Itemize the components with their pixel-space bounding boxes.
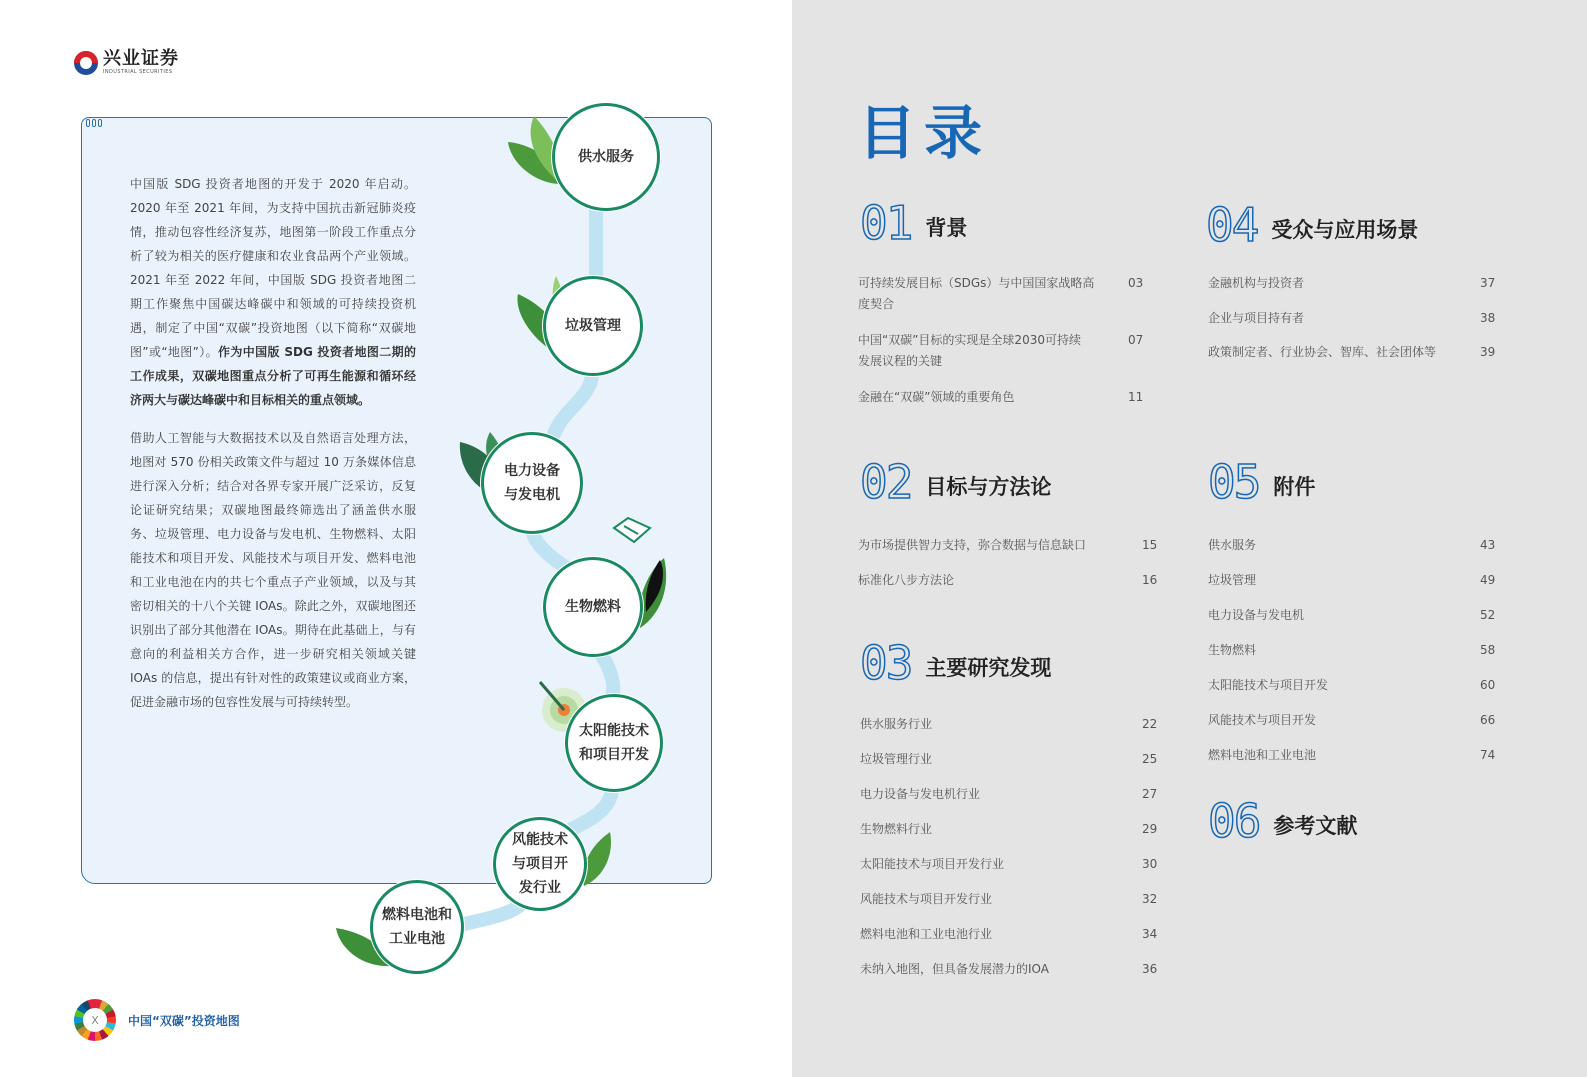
section-number: 02 <box>860 455 912 509</box>
toc-section-06[interactable] <box>1208 794 1358 848</box>
section-number: 06 <box>1208 794 1260 848</box>
toc-title: 目录 <box>858 99 991 167</box>
toc-section-05[interactable] <box>1208 455 1316 509</box>
entry-label: 未纳入地图，但具备发展潜力的IOA <box>860 962 1049 976</box>
entry-page: 39 <box>1480 345 1496 359</box>
roadmap-node-biofuel <box>543 557 643 657</box>
toc-entry[interactable] <box>1208 745 1508 766</box>
page-footer <box>74 999 240 1041</box>
toc-entry[interactable] <box>860 854 1160 875</box>
roadmap-node-waste <box>543 276 643 376</box>
logo-name-cn: 兴业证券 <box>103 48 179 69</box>
intro-paragraph-1-bold: 作为中国版 SDG 投资者地图二期的工作成果，双碳地图重点分析了可再生能源和循环经济两大与碳达峰碳中和目标相关的重点领域。 <box>130 345 417 407</box>
entry-label: 发展议程的关键 <box>858 354 943 368</box>
logo-name-en: INDUSTRIAL SECURITIES <box>103 69 173 75</box>
node-label: 风能技术 <box>512 832 568 848</box>
entry-page: 11 <box>1128 390 1144 404</box>
section-number: 03 <box>860 636 912 690</box>
entry-page: 60 <box>1480 678 1496 692</box>
node-label: 太阳能技术 <box>579 723 649 739</box>
entry-label: 企业与项目持有者 <box>1208 311 1305 325</box>
toc-entry[interactable] <box>858 387 1148 408</box>
intro-paragraph-1-normal: 中国版 SDG 投资者地图的开发于 2020 年启动。2020 年至 2021 年间，为支持中国抗击新冠肺炎疫情，推动包容性经济复苏，地图第一阶段工作重点分析了较为相关的医疗健康和农业食品两个产业领域。2021 年至 2022 年间，中国版 SDG 投资者地图二期工作聚焦中国碳达峰碳中和领域的可持续投资机遇，制定了中国“双碳”投资地图（以下简称“双碳地图”或“地图”）。 <box>130 177 416 359</box>
entry-label: 金融在“双碳”领域的重要角色 <box>858 390 1015 404</box>
toc-entry[interactable] <box>1208 640 1508 661</box>
entry-page: 27 <box>1142 787 1158 801</box>
entry-label: 供水服务 <box>1208 538 1257 552</box>
toc-section-02[interactable] <box>860 455 1052 509</box>
entry-label: 政策制定者、行业协会、智库、社会团体等 <box>1208 345 1437 359</box>
entry-page: 58 <box>1480 643 1496 657</box>
node-label: 发行业 <box>519 880 561 896</box>
toc-entry[interactable] <box>860 749 1160 770</box>
entry-page: 29 <box>1142 822 1158 836</box>
section-number: 04 <box>1206 198 1258 252</box>
entry-page: 49 <box>1480 573 1496 587</box>
section-number: 05 <box>1208 455 1260 509</box>
entry-label: 度契合 <box>858 297 895 311</box>
handshake-icon <box>610 514 654 548</box>
section-title: 受众与应用场景 <box>1271 218 1419 242</box>
toc-section-04[interactable] <box>1206 198 1419 252</box>
toc-entry[interactable] <box>858 330 1148 372</box>
toc-entry[interactable] <box>1208 535 1508 556</box>
entry-page: 34 <box>1142 927 1158 941</box>
entry-page: 07 <box>1128 333 1144 347</box>
toc-entry[interactable] <box>1208 273 1508 294</box>
entry-label: 电力设备与发电机行业 <box>860 787 981 801</box>
entry-label: 生物燃料行业 <box>860 822 933 836</box>
toc-entry[interactable] <box>860 784 1160 805</box>
toc-entry[interactable] <box>860 924 1160 945</box>
node-label: 与项目开 <box>512 856 568 872</box>
toc-entry[interactable] <box>860 889 1160 910</box>
roadmap-node-water <box>552 103 660 211</box>
entry-label: 太阳能技术与项目开发行业 <box>860 857 1005 871</box>
node-label: 电力设备 <box>504 463 560 479</box>
toc-entry[interactable] <box>1208 605 1508 626</box>
entry-page: 52 <box>1480 608 1496 622</box>
node-label: 和项目开发 <box>579 747 649 763</box>
toc-entry[interactable] <box>1208 570 1508 591</box>
entry-label: 标准化八步方法论 <box>858 573 955 587</box>
entry-label: 太阳能技术与项目开发 <box>1208 678 1329 692</box>
entry-label: 电力设备与发电机 <box>1208 608 1305 622</box>
section-title: 附件 <box>1273 475 1316 499</box>
toc-entry[interactable] <box>1208 675 1508 696</box>
entry-label: 风能技术与项目开发 <box>1208 713 1317 727</box>
toc-entry[interactable] <box>860 714 1160 735</box>
toc-entry[interactable] <box>858 273 1148 315</box>
entry-label: 可持续发展目标（SDGs）与中国国家战略高 <box>858 276 1095 290</box>
roadmap-node-solar <box>565 694 663 792</box>
entry-label: 中国“双碳”目标的实现是全球2030可持续 <box>858 333 1081 347</box>
left-page <box>0 0 792 1077</box>
node-label: 燃料电池和 <box>382 907 452 923</box>
section-title: 主要研究发现 <box>925 656 1052 680</box>
entry-page: 37 <box>1480 276 1496 290</box>
section-title: 背景 <box>925 216 968 240</box>
entry-page: 25 <box>1142 752 1158 766</box>
node-label: 与发电机 <box>504 487 560 503</box>
entry-label: 金融机构与投资者 <box>1208 276 1305 290</box>
roadmap-node-fuelcell <box>370 880 464 974</box>
entry-label: 生物燃料 <box>1208 643 1257 657</box>
entry-label: 供水服务行业 <box>860 717 933 731</box>
entry-page: 22 <box>1142 717 1158 731</box>
entry-label: 垃圾管理行业 <box>860 752 933 766</box>
footer-text: 中国“双碳”投资地图 <box>128 1013 240 1028</box>
toc-entry[interactable] <box>858 535 1158 556</box>
toc-entry[interactable] <box>858 570 1158 591</box>
toc-entry[interactable] <box>860 959 1160 980</box>
toc-entry[interactable] <box>1208 710 1508 731</box>
entry-page: 30 <box>1142 857 1158 871</box>
roadmap-node-power <box>481 432 583 534</box>
section-number: 01 <box>860 196 912 250</box>
entry-label: 垃圾管理 <box>1208 573 1257 587</box>
entry-page: 15 <box>1142 538 1158 552</box>
entry-page: 03 <box>1128 276 1144 290</box>
entry-page: 36 <box>1142 962 1158 976</box>
entry-label: 风能技术与项目开发行业 <box>860 892 993 906</box>
node-label: 工业电池 <box>389 931 445 947</box>
roadmap-node-wind <box>493 817 587 911</box>
section-title: 参考文献 <box>1273 814 1358 838</box>
node-label: 生物燃料 <box>565 599 621 615</box>
entry-page: 32 <box>1142 892 1158 906</box>
entry-label: 燃料电池和工业电池行业 <box>860 927 993 941</box>
entry-page: 43 <box>1480 538 1496 552</box>
intro-paragraph-2: 借助人工智能与大数据技术以及自然语言处理方法，地图对 570 份相关政策文件与超过 10 万条媒体信息进行深入分析；结合对各界专家开展广泛采访，反复论证研究结果；双碳地图最终筛选出了涵盖供水服务、垃圾管理、电力设备与发电机、生物燃料、太阳能技术和项目开发、风能技术与项目开发、燃料电池和工业电池在内的共七个重点子产业领域，以及与其密切相关的十八个关键 IOAs。除此之外，双碳地图还识别出了部分其他潜在 IOAs。期待在此基础上，与有意向的利益相关方合作，进一步研究相关领域关键 IOAs 的信息，提出有针对性的政策建议或商业方案，促进金融市场的包容性发展与可持续转型。 <box>130 431 416 709</box>
section-title: 目标与方法论 <box>925 475 1052 499</box>
entry-page: 74 <box>1480 748 1496 762</box>
toc-entry[interactable] <box>860 819 1160 840</box>
entry-label: 为市场提供智力支持，弥合数据与信息缺口 <box>858 538 1087 552</box>
entry-label: 燃料电池和工业电池 <box>1208 748 1317 762</box>
entry-page: 38 <box>1480 311 1496 325</box>
node-label: 供水服务 <box>578 149 634 165</box>
toc-section-03[interactable] <box>860 636 1052 690</box>
entry-page: 16 <box>1142 573 1158 587</box>
node-label: 垃圾管理 <box>565 318 621 334</box>
entry-page: 66 <box>1480 713 1496 727</box>
sdg-wheel-icon <box>74 999 116 1041</box>
toc-entry[interactable] <box>1208 308 1508 329</box>
toc-entry[interactable] <box>1208 342 1508 363</box>
toc-section-01[interactable] <box>860 196 968 250</box>
